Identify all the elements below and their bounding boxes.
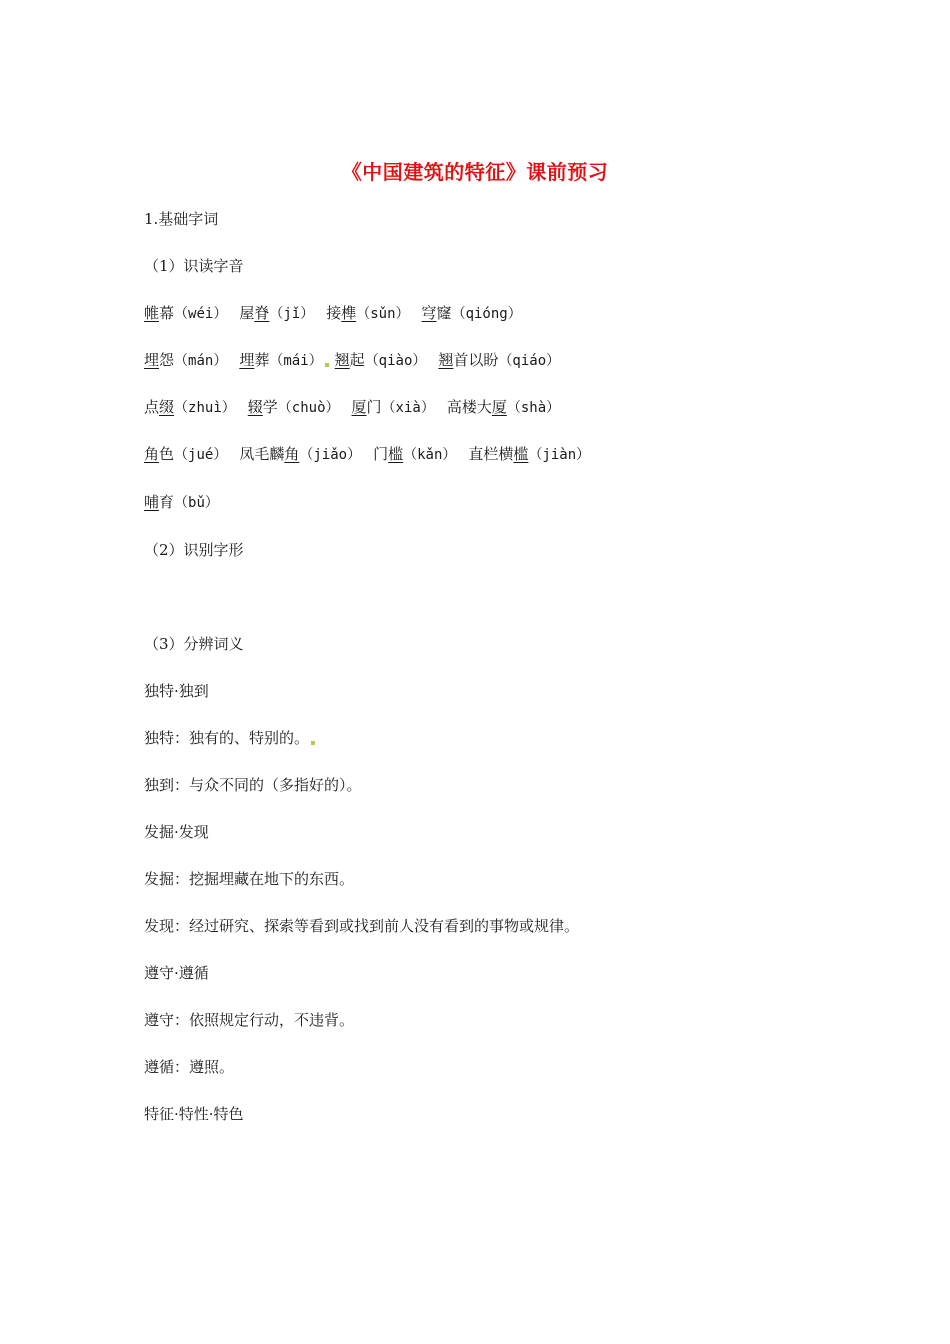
word-group-heading: 特征·特性·特色 bbox=[144, 1105, 244, 1123]
pinyin: （zhuì） bbox=[174, 400, 236, 416]
word-prefix: 屋 bbox=[239, 304, 255, 322]
definition-line: 遵守：依照规定行动，不违背。 bbox=[144, 1011, 355, 1029]
pinyin: （bǔ） bbox=[174, 495, 219, 511]
word-suffix: 幕 bbox=[159, 304, 175, 322]
pronunciation-item bbox=[239, 302, 314, 325]
pinyin: （xià） bbox=[381, 400, 435, 416]
target-character: 翘 bbox=[438, 351, 454, 369]
definition-line: 发掘：挖掘埋藏在地下的东西。 bbox=[144, 870, 355, 888]
pronunciation-item bbox=[447, 396, 560, 419]
pronunciation-item bbox=[248, 396, 340, 419]
pinyin: （mái） bbox=[269, 353, 323, 369]
target-character: 埋 bbox=[239, 351, 255, 369]
pronunciation-item bbox=[335, 349, 427, 372]
pinyin: （wéi） bbox=[174, 306, 228, 322]
target-character: 角 bbox=[144, 445, 160, 463]
word-suffix: 色 bbox=[159, 445, 175, 463]
word-prefix: 高楼大 bbox=[446, 398, 492, 416]
word-suffix: 起 bbox=[349, 351, 365, 369]
word-suffix: 葬 bbox=[254, 351, 270, 369]
subsection-heading: （1）识读字音 bbox=[144, 257, 244, 275]
word-suffix: 门 bbox=[366, 398, 382, 416]
target-character: 帷 bbox=[144, 304, 160, 322]
word-prefix: 门 bbox=[373, 445, 389, 463]
section-heading: 1.基础字词 bbox=[144, 210, 219, 228]
pinyin: （sǔn） bbox=[356, 306, 410, 322]
word-suffix: 育 bbox=[159, 493, 175, 511]
pronunciation-item bbox=[373, 443, 456, 466]
target-character: 角 bbox=[284, 445, 300, 463]
pronunciation-item bbox=[239, 443, 361, 466]
pinyin: （chuò） bbox=[277, 400, 340, 416]
target-character: 埋 bbox=[144, 351, 160, 369]
target-character: 厦 bbox=[351, 398, 367, 416]
pronunciation-row bbox=[144, 349, 572, 372]
target-character: 脊 bbox=[254, 304, 270, 322]
definition-line bbox=[144, 727, 317, 749]
pronunciation-item bbox=[144, 396, 236, 419]
pronunciation-row bbox=[144, 396, 572, 419]
pronunciation-row bbox=[144, 491, 231, 514]
pronunciation-item bbox=[144, 302, 227, 325]
word-pair-heading: 发掘·发现 bbox=[144, 823, 209, 841]
word-pair-heading: 遵守·遵循 bbox=[144, 964, 209, 982]
marker-dot bbox=[325, 363, 329, 367]
definition-line: 遵循：遵照。 bbox=[144, 1058, 235, 1076]
word-pair-heading: 独特·独到 bbox=[144, 682, 209, 700]
pronunciation-item bbox=[422, 302, 522, 325]
target-character: 榫 bbox=[341, 304, 357, 322]
word-suffix: 首以盼 bbox=[453, 351, 499, 369]
word-suffix: 怨 bbox=[159, 351, 175, 369]
page-title: 《中国建筑的特征》课前预习 bbox=[341, 160, 609, 184]
target-character: 厦 bbox=[491, 398, 507, 416]
pinyin: （qiào） bbox=[364, 353, 427, 369]
pronunciation-item bbox=[144, 443, 227, 466]
pronunciation-item bbox=[438, 349, 560, 372]
pronunciation-item bbox=[144, 349, 227, 372]
pronunciation-item bbox=[468, 443, 590, 466]
target-character: 槛 bbox=[513, 445, 529, 463]
pinyin: （qióng） bbox=[451, 306, 522, 322]
definition-line: 独到：与众不同的（多指好的）。 bbox=[144, 776, 362, 794]
pinyin: （mán） bbox=[174, 353, 228, 369]
word-prefix: 点 bbox=[144, 398, 160, 416]
subsection-heading: （3）分辨词义 bbox=[144, 635, 244, 653]
pinyin: （kǎn） bbox=[403, 447, 457, 463]
pronunciation-item bbox=[326, 302, 409, 325]
word-prefix: 直栏横 bbox=[468, 445, 514, 463]
pronunciation-row bbox=[144, 443, 602, 466]
definition-line: 发现：经过研究、探索等看到或找到前人没有看到的事物或规律。 bbox=[144, 917, 580, 935]
word-suffix: 学 bbox=[262, 398, 278, 416]
target-character: 哺 bbox=[144, 493, 160, 511]
definition-text: 独特：独有的、特别的。 bbox=[144, 729, 310, 747]
target-character: 槛 bbox=[388, 445, 404, 463]
pinyin: （shà） bbox=[506, 400, 561, 416]
word-prefix: 接 bbox=[326, 304, 342, 322]
pinyin: （jiàn） bbox=[528, 447, 591, 463]
pronunciation-item bbox=[352, 396, 435, 419]
pinyin: （jǐ） bbox=[269, 306, 315, 322]
word-suffix: 窿 bbox=[436, 304, 452, 322]
pronunciation-item bbox=[144, 491, 219, 514]
word-prefix: 凤毛麟 bbox=[239, 445, 285, 463]
pinyin: （qiáo） bbox=[498, 353, 561, 369]
target-character: 辍 bbox=[247, 398, 263, 416]
pinyin: （jiǎo） bbox=[299, 447, 362, 463]
target-character: 翘 bbox=[334, 351, 350, 369]
target-character: 缀 bbox=[159, 398, 175, 416]
pronunciation-item bbox=[239, 349, 322, 372]
subsection-heading: （2）识别字形 bbox=[144, 541, 244, 559]
target-character: 穹 bbox=[421, 304, 437, 322]
pronunciation-row bbox=[144, 302, 534, 325]
marker-dot bbox=[311, 741, 315, 745]
pinyin: （jué） bbox=[174, 447, 228, 463]
